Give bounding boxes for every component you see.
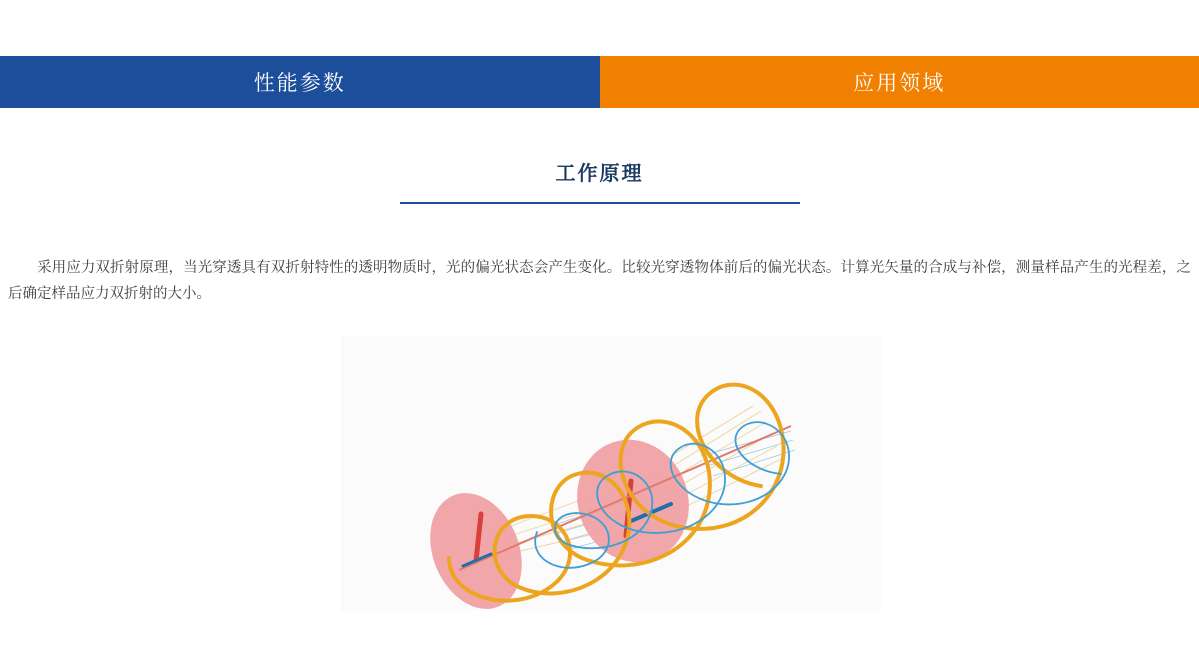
principle-diagram [341, 336, 882, 611]
principle-paragraph: 采用应力双折射原理，当光穿透具有双折射特性的透明物质时，光的偏光状态会产生变化。比较光穿透物体前后的偏光状态。计算光矢量的合成与补偿，测量样品产生的光程差，之后确定样品应力双折射的大小。 [8, 260, 1191, 302]
page-title: 工作原理 [555, 163, 644, 185]
title-underline-divider [400, 202, 800, 204]
section-heading [0, 160, 1199, 204]
tab-application-fields[interactable] [600, 56, 1199, 108]
tab-application-fields-label: 应用领域 [853, 72, 946, 95]
tab-performance-parameters-label: 性能参数 [253, 72, 346, 95]
tab-bar [0, 56, 1199, 108]
birefringence-illustration [341, 336, 882, 611]
tab-performance-parameters[interactable] [0, 56, 600, 108]
